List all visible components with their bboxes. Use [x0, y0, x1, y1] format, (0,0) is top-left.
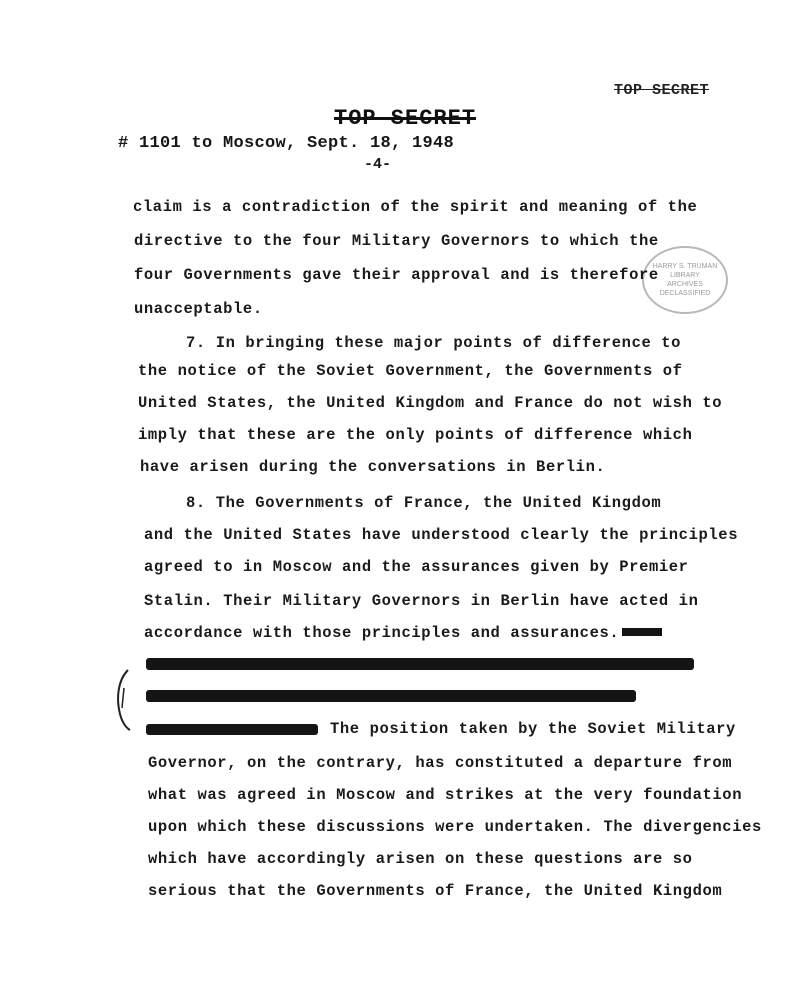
body-line: and the United States have understood clearly the principles [144, 526, 739, 544]
body-line: upon which these discussions were undertaken. The divergencies [148, 818, 762, 836]
body-line: what was agreed in Moscow and strikes at the very foundation [148, 786, 743, 804]
classification-marking-top-right: TOP SECRET [614, 82, 710, 99]
redaction-mark [146, 724, 318, 735]
body-line: four Governments gave their approval and is therefore [134, 266, 659, 284]
telegram-reference: # 1101 to Moscow, Sept. 18, 1948 [118, 134, 455, 153]
body-line: have arisen during the conversations in Berlin. [140, 458, 606, 476]
classification-marking-header: TOP SECRET [334, 106, 477, 131]
body-line: claim is a contradiction of the spirit and meaning of the [133, 198, 698, 216]
body-line: United States, the United Kingdom and France do not wish to [138, 394, 723, 412]
stamp-line: DECLASSIFIED [659, 290, 711, 297]
paragraph-8-start: 8. The Governments of France, the United Kingdom [186, 494, 662, 512]
stamp-line: ARCHIVES [667, 281, 703, 288]
body-line: Governor, on the contrary, has constituted a departure from [148, 754, 733, 772]
paragraph-7-start: 7. In bringing these major points of difference to [186, 334, 682, 352]
redaction-mark [146, 658, 694, 670]
handwritten-margin-bracket [112, 668, 134, 732]
body-line: the notice of the Soviet Government, the Governments of [138, 362, 683, 380]
redaction-mark [622, 628, 662, 636]
stamp-line: LIBRARY [670, 272, 700, 279]
body-line: directive to the four Military Governors to which the [134, 232, 659, 250]
body-line: serious that the Governments of France, the United Kingdom [148, 882, 723, 900]
body-line: unacceptable. [134, 300, 263, 318]
body-line: The position taken by the Soviet Military [330, 720, 736, 738]
page-number: -4- [364, 156, 392, 173]
body-line: imply that these are the only points of difference which [138, 426, 693, 444]
body-line: agreed to in Moscow and the assurances given by Premier [144, 558, 689, 576]
body-line: accordance with those principles and assurances. [144, 624, 620, 642]
body-line: Stalin. Their Military Governors in Berlin have acted in [144, 592, 699, 610]
body-line: which have accordingly arisen on these questions are so [148, 850, 693, 868]
stamp-line: HARRY S. TRUMAN [652, 263, 718, 270]
redaction-mark [146, 690, 636, 702]
